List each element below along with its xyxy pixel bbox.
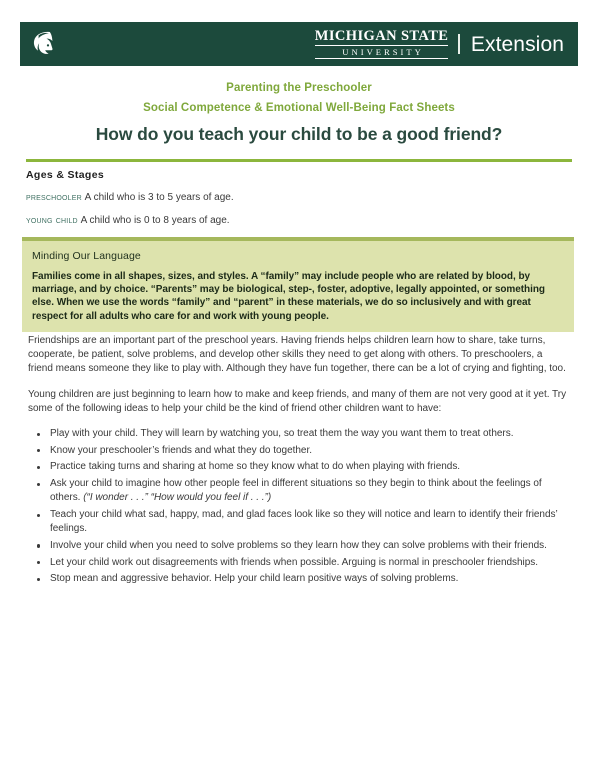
list-item [50,572,570,586]
glossary-definition: A child who is 3 to 5 years of age. [84,192,234,203]
tips-bullet-list [28,427,570,587]
list-item-text: Teach your child what sad, happy, mad, and glad faces look like so they will notice and learn to identify their friends’ feelings. [50,509,558,535]
callout-body-text: Families come in all shapes, sizes, and styles. A “family” may include people who are related by blood, by marriage, and by choice. “Parents” may be biological, step-, foster, adoptive, legally appointed, or something else. When we use the words “family” and “parent” in these materials, we do so inclusively and with great respect for all adults who care for and work with young people. [32,271,545,322]
title-block [20,80,578,145]
spartan-helmet-icon [28,28,58,60]
list-item [50,539,570,553]
msu-extension-header-band [20,22,578,66]
list-item [50,460,570,474]
body-paragraph-1: Friendships are an important part of the preschool years. Having friends helps children learn how to share, take turns, cooperate, be patient, solve problems, and develop other skills they need to get along with others. To preschoolers, a friend means someone they like to play with. Although they have fun together, there can be a lot of crying and fighting, too. [28,335,566,375]
glossary-term: preschooler [26,191,82,203]
msu-logo-lockup [315,29,568,59]
series-subtitle: Social Competence & Emotional Well-Being Fact Sheets [143,102,455,114]
ages-and-stages-section [26,168,574,228]
list-item-text: Involve your child when you need to solve problems so they learn how they can solve problems with their friends. [50,539,547,551]
glossary-term: young child [26,214,78,226]
list-item [50,556,570,570]
list-item-text: Let your child work out disagreements with friends when possible. Arguing is normal in preschooler friendships. [50,556,539,568]
glossary-entry-preschooler [26,190,574,205]
ages-and-stages-heading: Ages & Stages [26,169,105,181]
list-item [50,508,570,536]
list-item-text: Know your preschooler’s friends and what they do together. [50,444,312,456]
series-title: Parenting the Preschooler [226,82,372,94]
msu-wordmark [315,29,459,59]
extension-wordmark: Extension [470,32,564,56]
page-title: How do you teach your child to be a good friend? [95,124,503,144]
minding-our-language-callout [22,237,574,332]
section-divider [26,159,572,162]
glossary-entry-young-child [26,213,574,228]
list-item [50,477,570,505]
list-item-text: Stop mean and aggressive behavior. Help your child learn positive ways of solving problems. [50,573,459,585]
msu-wordmark-line2: UNIVERSITY [315,46,449,59]
body-paragraph-2: Young children are just beginning to learn how to make and keep friends, and many of them are not very good at it yet. Try some of the following ideas to help your child be the kind of friend other children want to have: [28,388,567,414]
list-item-text: Ask your child to imagine how other people feel in different situations so they begin to think about the feelings of others. [50,478,542,504]
list-item-italic: (“I wonder . . .” “How would you feel if . . .”) [83,492,272,504]
glossary-definition: A child who is 0 to 8 years of age. [80,215,230,226]
list-item-text: Play with your child. They will learn by watching you, so treat them the way you want them to treat others. [50,428,514,440]
list-item-text: Practice taking turns and sharing at home so they know what to do when playing with friends. [50,461,461,473]
callout-heading: Minding Our Language [32,250,141,262]
list-item [50,427,570,441]
msu-wordmark-line1: MICHIGAN STATE [314,27,449,44]
article-body [28,334,570,589]
list-item [50,444,570,458]
